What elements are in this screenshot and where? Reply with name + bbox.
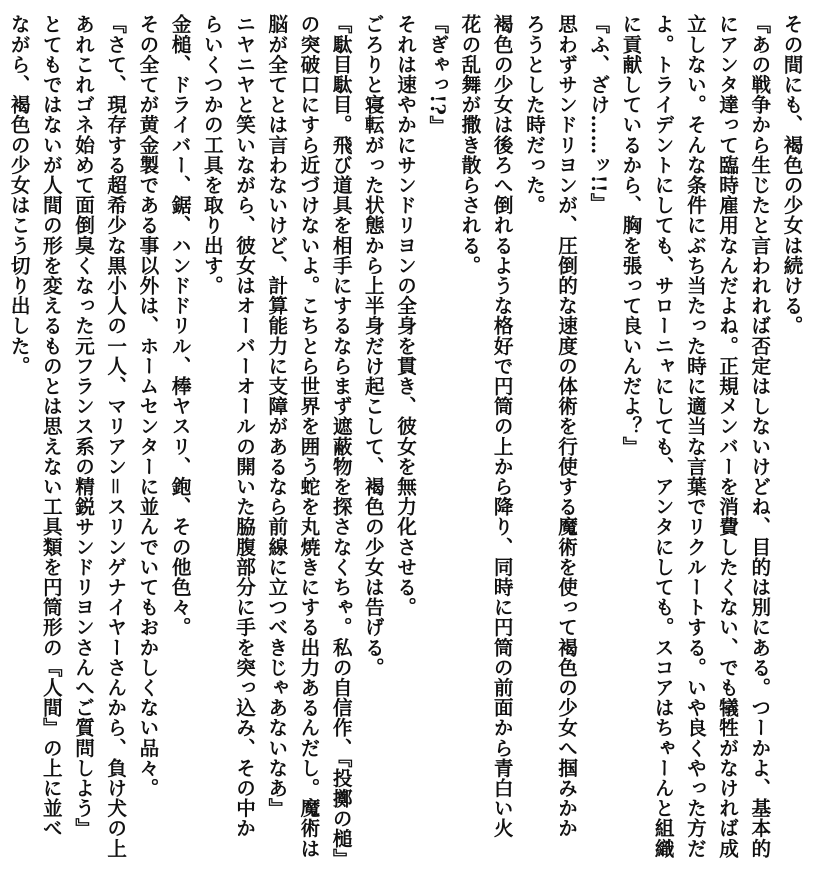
text-line: ながら、褐色の少女はこう切り出した。: [7, 14, 31, 376]
text-line: ろうとした時だった。: [522, 14, 546, 215]
text-line: その全てが黄金製である事以外は、ホームセンターに並んでいてもおかしくない品々。: [135, 14, 159, 798]
text-line: 『あの戦争から生じたと言われれば否定はしないけどね、目的は別にある。つーかよ、基本的: [747, 14, 771, 859]
vertical-text-body: [0, 14, 807, 869]
text-line: 『駄目駄目。飛び道具を相手にするならまず遮蔽物を探さなくちゃ。私の自信作、『投擲の槌』: [329, 14, 353, 869]
text-line: あれこれゴネ始めて面倒臭くなった元フランス系の精鋭サンドリヨンさんへご質問しよう』: [71, 14, 95, 839]
text-line: 『さて、現存する超希少な黒小人の一人、マリアン＝スリンゲナイヤーさんから、負け犬の上: [103, 14, 127, 859]
text-line: 金槌、ドライバー、鋸、ハンドドリル、棒ヤスリ、鉋、その他色々。: [168, 14, 192, 638]
text-line: の突破口にすら近づけないよ。こちとら世界を囲う蛇を丸焼きにする出力あるんだし。魔術は: [296, 14, 320, 859]
text-line: 思わずサンドリヨンが、圧倒的な速度の体術を行使する魔術を使って褐色の少女へ掴みかか: [554, 14, 578, 839]
text-line: よ。トライデントにしても、サローニャにしても、アンタにしても。スコアはちゃーんと組織: [651, 14, 675, 859]
text-line: それは速やかにサンドリヨンの全身を貫き、彼女を無力化させる。: [393, 14, 417, 617]
text-line: 『ぎゃっ!?』: [425, 14, 449, 136]
text-line: 花の乱舞が撒き散らされる。: [457, 14, 481, 276]
text-line: にアンタ達って臨時雇用なんだよね。正規メンバーを消費したくない、でも犠牲がなければ成: [715, 14, 739, 859]
text-line: 脳が全てとは言わないけど、計算能力に支障があるなら前線に立つべきじゃあないなあ』: [264, 14, 288, 818]
text-line: 褐色の少女は後ろへ倒れるような格好で円筒の上から降り、同時に円筒の前面から青白い火: [490, 14, 514, 839]
text-line: その間にも、褐色の少女は続ける。: [780, 14, 803, 336]
text-line: 『ふ、ざけ……ッ!!』: [586, 14, 610, 214]
text-line: 立しない。そんな条件にぶち当たった時に適当な言葉でリクルートする。いや良くやった方だ: [683, 14, 707, 859]
text-line: らいくつかの工具を取り出す。: [200, 14, 224, 296]
text-line: ごろりと寝転がった状態から上半身だけ起こして、褐色の少女は告げる。: [361, 14, 385, 678]
text-line: ニヤニヤと笑いながら、彼女はオーバーオールの開いた脇腹部分に手を突っ込み、その中か: [232, 14, 256, 839]
text-line: に貢献しているから、胸を張って良いんだよ？』: [618, 14, 642, 457]
text-line: [0, 14, 2, 730]
text-line: とてもではないが人間の形を変えるものとは思えない工具類を円筒形の『人間』の上に並べ: [39, 14, 63, 839]
